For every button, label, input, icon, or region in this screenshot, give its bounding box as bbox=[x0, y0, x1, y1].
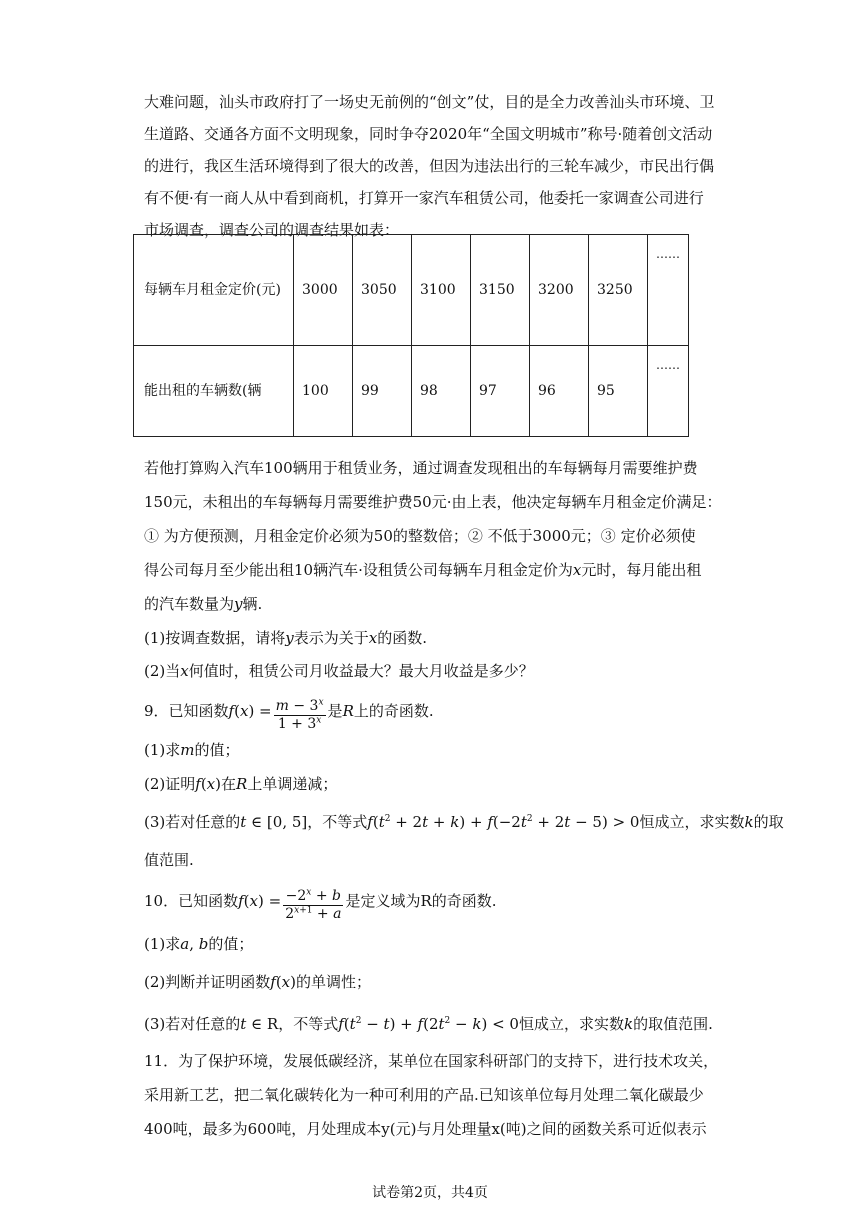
intro-line-4: 有不便·有一商人从中看到商机，打算开一家汽车租赁公司，他委托一家调查公司进行 bbox=[144, 189, 704, 207]
q10-part-1: (1)求a, b的值； bbox=[144, 935, 254, 953]
q8-part-1: (1)按调查数据，请将y表示为关于x的函数. bbox=[144, 629, 427, 647]
table-cell: 99 bbox=[353, 346, 412, 437]
table-cell: 3000 bbox=[294, 235, 353, 346]
q9-part-3-cont: 值范围. bbox=[144, 851, 194, 869]
q10-part-2: (2)判断并证明函数f(x)的单调性； bbox=[144, 973, 372, 991]
q9-stem: 9．已知函数f(x) = $\frac{m - 3^x}{1 + 3^x}$ 是R上的奇函数. bbox=[144, 697, 434, 732]
q11-line-1: 11．为了保护环境，发展低碳经济，某单位在国家科研部门的支持下，进行技术攻关， bbox=[144, 1052, 719, 1070]
q8-part-2: (2)当x何值时，租赁公司月收益最大？最大月收益是多少？ bbox=[144, 662, 534, 680]
intro-line-5: 市场调查，调查公司的调查结果如表： bbox=[144, 221, 400, 239]
table-cell: 100 bbox=[294, 346, 353, 437]
table-cell: 3050 bbox=[353, 235, 412, 346]
table-row bbox=[134, 235, 689, 346]
q10-stem: 10．已知函数f(x) = $\frac{-2^x + b}{2^{x+1} + a}$ 是定义域为R的奇函数. bbox=[144, 887, 497, 922]
q9-part-3: (3)若对任意的t ∈ [0, 5]，不等式$f(t^2 + 2t + k) + f(-2t^2 + 2t - 5) > 0$恒成立，求实数k的取 bbox=[144, 813, 784, 831]
table-cell: 3250 bbox=[589, 235, 648, 346]
row-label-price: 每辆车月租金定价(元) bbox=[134, 235, 294, 346]
rental-survey-table bbox=[133, 234, 689, 437]
table-cell: 3100 bbox=[412, 235, 471, 346]
table-cell-ellipsis: …… bbox=[648, 235, 689, 346]
row-label-cars: 能出租的车辆数(辆 bbox=[134, 346, 294, 437]
q10-part-3: (3)若对任意的t ∈ R，不等式$f(t^2 - t) + f(2t^2 - k) < 0$恒成立，求实数k的取值范围. bbox=[144, 1015, 713, 1033]
table-cell: 98 bbox=[412, 346, 471, 437]
table-cell-ellipsis: …… bbox=[648, 346, 689, 437]
table-cell: 95 bbox=[589, 346, 648, 437]
q8-line-1: 若他打算购入汽车100辆用于租赁业务，通过调查发现租出的车每辆每月需要维护费 bbox=[144, 459, 698, 477]
q8-line-5: 的汽车数量为y辆. bbox=[144, 595, 263, 613]
q9-part-1: (1)求m的值； bbox=[144, 741, 240, 759]
q8-line-2: 150元，未租出的车每辆每月需要维护费50元·由上表，他决定每辆车月租金定价满足： bbox=[144, 493, 722, 511]
intro-line-2: 生道路、交通各方面不文明现象，同时争夺2020年“全国文明城市”称号·随着创文活动 bbox=[144, 125, 713, 143]
intro-line-1: 大难问题，汕头市政府打了一场史无前例的“创文”仗，目的是全力改善汕头市环境、卫 bbox=[144, 93, 715, 111]
q8-line-4: 得公司每月至少能出租10辆汽车·设租赁公司每辆车月租金定价为x元时，每月能出租 bbox=[144, 561, 702, 579]
intro-line-3: 的进行，我区生活环境得到了很大的改善，但因为违法出行的三轮车减少，市民出行偶 bbox=[144, 157, 715, 175]
table-row bbox=[134, 346, 689, 437]
q9-part-2: (2)证明f(x)在R上单调递减； bbox=[144, 775, 338, 793]
q8-line-3: ① 为方便预测，月租金定价必须为50的整数倍；② 不低于3000元；③ 定价必须使 bbox=[144, 527, 696, 545]
q11-line-2: 采用新工艺，把二氧化碳转化为一种可利用的产品.已知该单位每月处理二氧化碳最少 bbox=[144, 1086, 704, 1104]
q11-line-3: 400吨，最多为600吨，月处理成本y(元)与月处理量x(吨)之间的函数关系可近似表示 bbox=[144, 1120, 707, 1138]
table-cell: 3200 bbox=[530, 235, 589, 346]
table-cell: 96 bbox=[530, 346, 589, 437]
table-cell: 3150 bbox=[471, 235, 530, 346]
page-footer: 试卷第2页，共4页 bbox=[372, 1185, 488, 1201]
table-cell: 97 bbox=[471, 346, 530, 437]
